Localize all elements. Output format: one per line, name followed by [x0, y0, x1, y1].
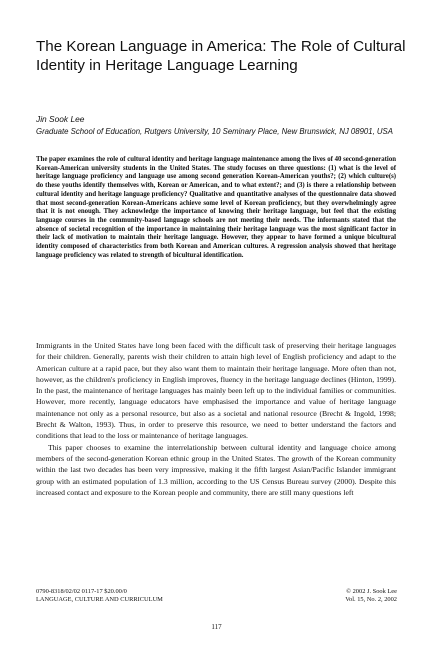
footer-journal: LANGUAGE, CULTURE AND CURRICULUM [36, 596, 163, 603]
footer-copyright: © 2002 J. Sook Lee [346, 588, 397, 595]
abstract: The paper examines the role of cultural identity and heritage language maintenance among the lives of 40 second-generation Korean-American university students in the United States. The study focuses on three questions: (1) what is the level of heritage language proficiency and language use among second generation Korean-American youths?; (2) which culture(s) do these youths identify themselves with, Korean or American, and to what extent?; and (3) is there a relationship between cultural identity and heritage language proficiency? Qualitative and quantitative analyses of the questionnaire data showed that most second-generation Korean-Americans achieve some level of Korean proficiency, but they overwhelmingly agree that it is not enough. They acknowledge the importance of knowing their heritage language, but feel that the existing language courses in the community-based language schools are not meeting their needs. The informants stated that the absence of societal recognition of the importance in maintaining their heritage language was the most significant factor in their lack of motivation to maintain their heritage language. However, they appear to have formed a unique bicultural identity composed of characteristics from both Korean and American cultures. A regression analysis showed that heritage language proficiency was related to strength of bicultural identification. [36, 156, 396, 259]
author-affiliation: Graduate School of Education, Rutgers University, 10 Seminary Place, New Brunswick, NJ 08901, USA [36, 127, 393, 136]
footer-right [345, 588, 397, 604]
body-paragraph-2: This paper chooses to examine the interrelationship between cultural identity and language choice among members of the second-generation Korean ethnic group in the United States. The growth of the Korean community within the last two decades has been very impressive, making it the fifth largest Asian/Pacific Islander immigrant group with an estimated population of 1.3 million, according to the US Census Bureau survey (2000). Despite this increased contact and exposure to the Korean people and community, there are still many questions left [36, 442, 396, 497]
footer-issn: 0790-8318/02/02 0117-17 $20.00/0 [36, 588, 127, 595]
page-number: 117 [211, 623, 222, 631]
body-paragraph-1: Immigrants in the United States have long been faced with the difficult task of preserving their heritage languages for their children. Generally, parents wish their children to attain high level of English proficiency and adapt to the American culture at a rapid pace, but they also want them to maintain their heritage language. More often than not, however, as the children's proficiency in English improves, fluency in the heritage language declines (Hinton, 1999). In the past, the maintenance of heritage languages has mainly been left up to the individual families or communities. However, more recently, language educators have emphasised the importance and value of heritage language maintenance not only as a personal resource, but also as a societal and national resource (Brecht & Ingold, 1998; Brecht & Walton, 1993). Thus, in order to preserve this resource, we need to better understand the factors and conditions that lead to the loss or maintenance of heritage languages. [36, 341, 396, 441]
author-name: Jin Sook Lee [36, 114, 85, 124]
footer-left [36, 588, 163, 604]
article-title: The Korean Language in America: The Role of Cultural Identity in Heritage Language Learning [36, 38, 406, 74]
body-text [36, 340, 396, 498]
footer-volume: Vol. 15, No. 2, 2002 [345, 596, 397, 603]
